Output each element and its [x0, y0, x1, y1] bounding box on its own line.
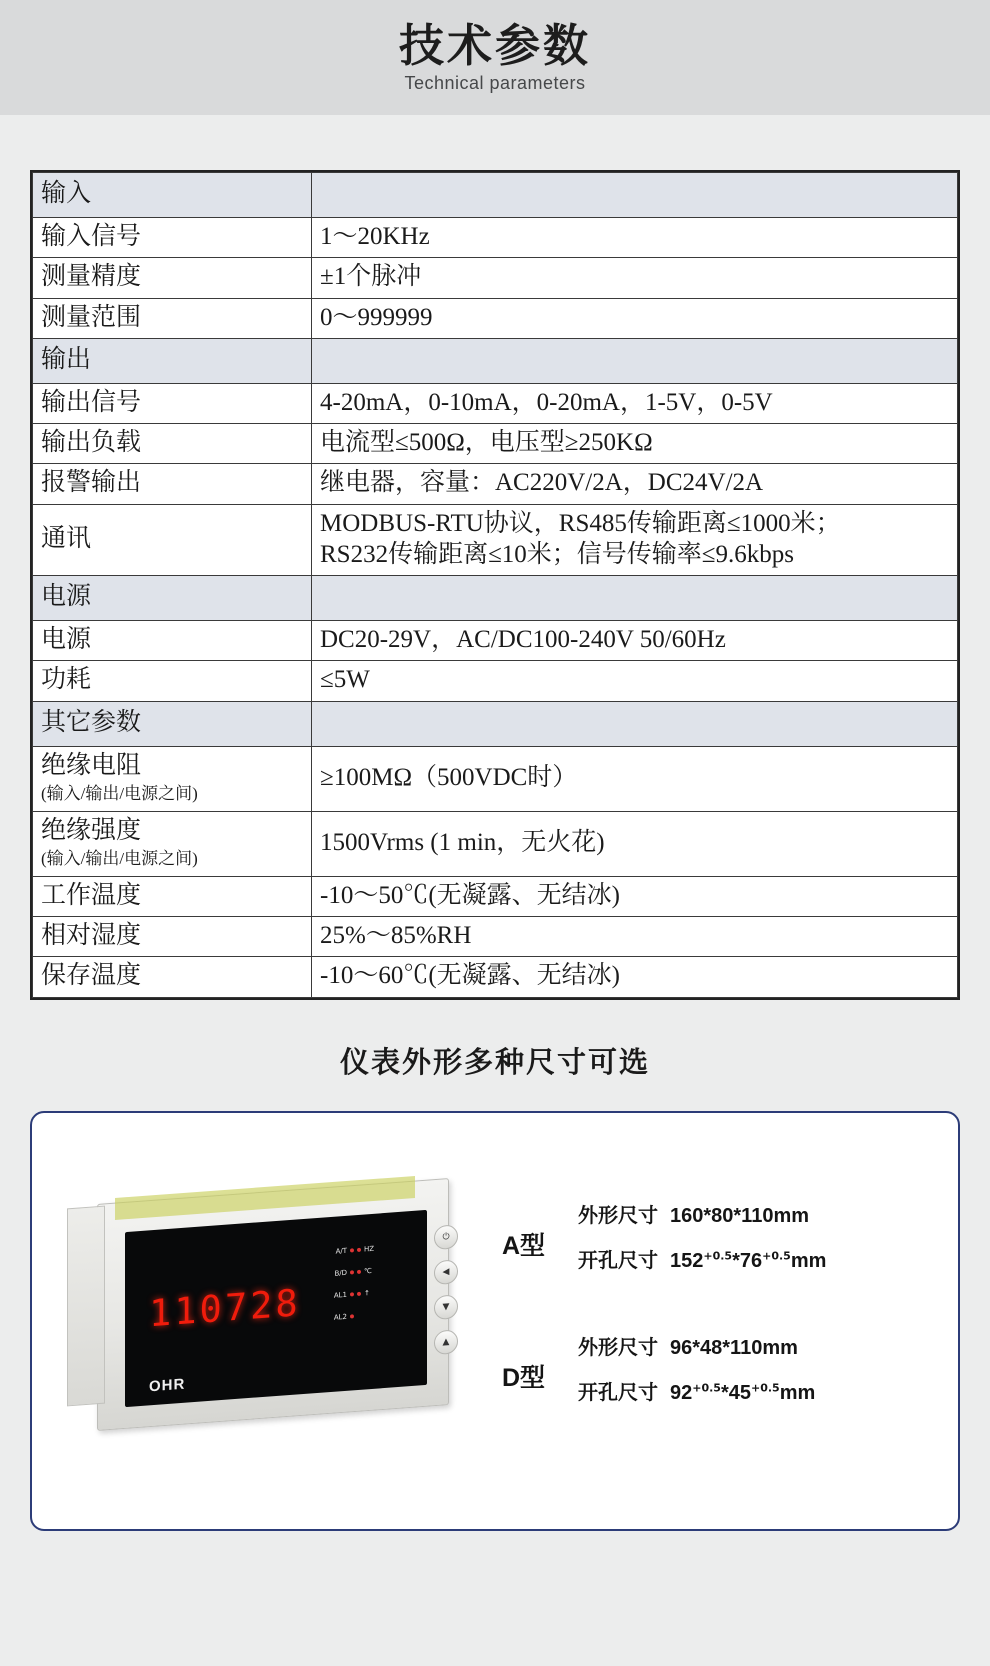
spec-value — [312, 173, 958, 218]
table-row — [33, 701, 958, 746]
table-row — [33, 218, 958, 258]
table-row — [33, 504, 958, 576]
spec-label-sub: (输入/输出/电源之间) — [41, 848, 198, 868]
spec-value — [312, 576, 958, 621]
indicator-led-icon — [357, 1291, 361, 1295]
spec-label: 输出负载 — [33, 424, 312, 464]
model-type-label: D型 — [502, 1363, 546, 1392]
spec-value: 继电器，容量：AC220V/2A，DC24V/2A — [312, 464, 958, 504]
spec-value: -10～60℃(无凝露、无结冰) — [312, 957, 958, 997]
left-button[interactable]: ◀ — [434, 1259, 458, 1285]
spec-label-main: 绝缘电阻 — [41, 751, 142, 779]
table-row — [33, 746, 958, 811]
meter-button-column — [434, 1224, 464, 1366]
spec-value — [312, 504, 958, 576]
cutout-dimension-line — [578, 1244, 826, 1273]
indicator-unit: HZ — [364, 1244, 375, 1254]
section-heading: 仪表外形多种尺寸可选 — [339, 1046, 650, 1079]
dimension-list — [502, 1199, 932, 1463]
spec-label: 输入 — [33, 173, 312, 218]
dimension-lines — [578, 1331, 815, 1421]
page-header — [0, 0, 990, 115]
table-row — [33, 811, 958, 876]
spec-value: 25%～85%RH — [312, 917, 958, 957]
up-button[interactable]: ▲ — [434, 1329, 458, 1355]
table-row — [33, 383, 958, 423]
outline-dimension-key: 外形尺寸 — [578, 1336, 658, 1359]
indicator-led-icon — [357, 1269, 361, 1273]
spec-value: 1500Vrms (1 min，无火花) — [312, 811, 958, 876]
table-row — [33, 621, 958, 661]
spec-value: 电流型≤500Ω，电压型≥250KΩ — [312, 424, 958, 464]
cutout-dimension-mid: *45 — [720, 1381, 751, 1404]
outline-dimension-line — [578, 1199, 826, 1228]
table-row — [33, 917, 958, 957]
indicator-led-icon — [350, 1292, 354, 1296]
outline-dimension-key: 外形尺寸 — [578, 1204, 658, 1227]
power-button[interactable]: ⏻ — [434, 1224, 458, 1250]
table-row — [33, 258, 958, 298]
indicator-unit — [357, 1315, 371, 1316]
page-title: 技术参数 — [398, 19, 591, 71]
spec-label: 输出信号 — [33, 383, 312, 423]
brand-logo: OHR — [149, 1375, 186, 1395]
outline-dimension-value: 96*48*110mm — [670, 1336, 798, 1359]
cutout-dimension-line — [578, 1376, 815, 1405]
indicator-label: A/T — [335, 1246, 347, 1256]
page-subtitle: Technical parameters — [404, 73, 586, 94]
spec-label: 输出 — [33, 338, 312, 383]
cutout-dimension-key: 开孔尺寸 — [578, 1381, 658, 1404]
spec-value: ≥100MΩ（500VDC时） — [312, 746, 958, 811]
spec-value: ±1个脉冲 — [312, 258, 958, 298]
table-row — [33, 661, 958, 701]
spec-label: 工作温度 — [33, 876, 312, 916]
spec-label-main: 绝缘强度 — [41, 816, 142, 844]
cutout-dimension-value: 152 — [670, 1249, 704, 1272]
spec-label — [33, 811, 312, 876]
cutout-dimension-value: 92 — [670, 1381, 693, 1404]
spec-label: 通讯 — [33, 504, 312, 576]
spec-label: 测量范围 — [33, 298, 312, 338]
indicator-led-icon — [350, 1270, 354, 1274]
cutout-dimension-unit: mm — [779, 1381, 816, 1404]
spec-table — [32, 172, 958, 998]
spec-value: 4-20mA，0-10mA，0-20mA，1-5V，0-5V — [312, 383, 958, 423]
cutout-tolerance-2: +0.5 — [750, 1380, 780, 1394]
spec-label: 输入信号 — [33, 218, 312, 258]
spec-label: 报警输出 — [33, 464, 312, 504]
spec-value — [312, 701, 958, 746]
spec-label: 保存温度 — [33, 957, 312, 997]
table-row — [33, 338, 958, 383]
cutout-tolerance-2: +0.5 — [762, 1248, 791, 1262]
spec-label: 测量精度 — [33, 258, 312, 298]
spec-value: DC20-29V，AC/DC100-240V 50/60Hz — [312, 621, 958, 661]
cutout-dimension-key: 开孔尺寸 — [578, 1249, 658, 1272]
spec-value: 1～20KHz — [312, 218, 958, 258]
dimension-group-a — [502, 1199, 932, 1289]
meter-display — [125, 1210, 427, 1407]
spec-label-sub: (输入/输出/电源之间) — [41, 783, 198, 803]
spec-value-line2: RS232传输距离≤10米；信号传输率≤9.6kbps — [320, 540, 795, 568]
spec-label — [33, 746, 312, 811]
indicator-label: AL1 — [333, 1290, 347, 1300]
cutout-dimension-mid: *76 — [732, 1249, 763, 1272]
table-row — [33, 424, 958, 464]
cutout-dimension-unit: mm — [790, 1249, 827, 1272]
down-button[interactable]: ▼ — [434, 1294, 458, 1320]
spec-label: 电源 — [33, 576, 312, 621]
indicator-list — [329, 1234, 415, 1328]
table-row — [33, 173, 958, 218]
indicator-led-icon — [350, 1248, 354, 1252]
indicator-led-icon — [350, 1314, 354, 1318]
spec-value-line1: MODBUS-RTU协议，RS485传输距离≤1000米； — [320, 509, 841, 537]
indicator-unit: ℃ — [364, 1266, 372, 1276]
spec-value: ≤5W — [312, 661, 958, 701]
outline-dimension-value: 160*80*110mm — [670, 1204, 810, 1227]
spec-label: 其它参数 — [33, 701, 312, 746]
dimension-lines — [578, 1199, 826, 1289]
table-row — [33, 298, 958, 338]
indicator-label: AL2 — [333, 1312, 347, 1322]
table-row — [33, 957, 958, 997]
cutout-tolerance-1: +0.5 — [703, 1248, 733, 1262]
spec-value: -10～50℃(无凝露、无结冰) — [312, 876, 958, 916]
product-panel — [30, 1111, 960, 1531]
spec-value: 0～999999 — [312, 298, 958, 338]
indicator-led-icon — [357, 1247, 361, 1251]
spec-label: 电源 — [33, 621, 312, 661]
indicator-unit: ↑ — [364, 1288, 370, 1298]
meter-side-vents — [67, 1205, 105, 1406]
spec-value — [312, 338, 958, 383]
cutout-tolerance-1: +0.5 — [692, 1380, 721, 1394]
spec-label: 相对湿度 — [33, 917, 312, 957]
spec-label: 功耗 — [33, 661, 312, 701]
model-type-label: A型 — [502, 1231, 546, 1260]
display-value: 110728 — [149, 1280, 301, 1335]
table-row — [33, 876, 958, 916]
outline-dimension-line — [578, 1331, 815, 1360]
table-row — [33, 464, 958, 504]
indicator-label: B/D — [334, 1268, 347, 1278]
device-photo — [67, 1181, 467, 1436]
table-row — [33, 576, 958, 621]
spec-table-container — [30, 170, 960, 1000]
dimension-group-d — [502, 1331, 932, 1421]
